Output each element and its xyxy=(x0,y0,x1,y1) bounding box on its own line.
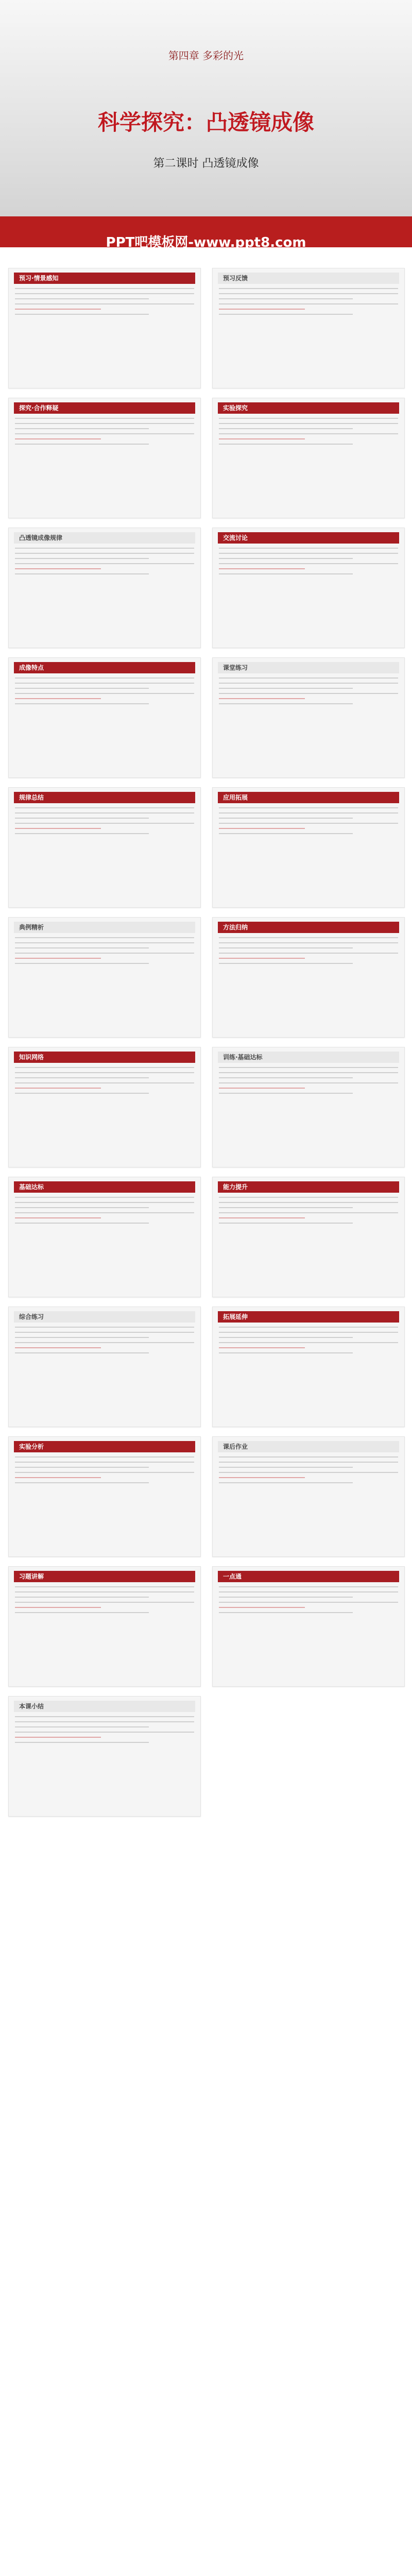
lesson-subtitle: 第二课时 凸透镜成像 xyxy=(153,157,259,170)
slide-heading: 综合练习 xyxy=(14,1311,195,1323)
slide-heading: 训练·基础达标 xyxy=(218,1052,399,1063)
text-line xyxy=(219,423,398,424)
text-line xyxy=(219,573,353,574)
text-line xyxy=(15,1197,194,1198)
text-line xyxy=(15,1072,194,1073)
text-line xyxy=(15,293,194,294)
slide-heading: 交流讨论 xyxy=(218,532,399,544)
text-line xyxy=(15,958,101,959)
text-line xyxy=(219,1462,398,1463)
slide-heading: 成像特点 xyxy=(14,662,195,673)
text-line xyxy=(15,1597,149,1598)
text-line xyxy=(219,1342,398,1343)
text-line xyxy=(219,1212,398,1213)
text-line xyxy=(219,1327,398,1328)
slide-thumbnail[interactable] xyxy=(8,1177,201,1297)
text-line xyxy=(15,418,194,419)
slide-heading: 拓展延伸 xyxy=(218,1311,399,1323)
chapter-title: 第四章 多彩的光 xyxy=(168,49,244,62)
text-line xyxy=(15,1602,194,1603)
slide-thumbnail[interactable] xyxy=(212,1047,405,1167)
slide-heading: 凸透镜成像规律 xyxy=(14,532,195,544)
text-line xyxy=(219,937,398,938)
text-line xyxy=(15,1737,101,1738)
slide-heading: 习题讲解 xyxy=(14,1571,195,1582)
slide-thumbnail[interactable] xyxy=(212,268,405,388)
text-line xyxy=(15,1088,101,1089)
text-line xyxy=(15,812,194,814)
text-line xyxy=(15,1093,149,1094)
text-line xyxy=(15,1347,101,1348)
text-line xyxy=(219,1591,398,1592)
text-line xyxy=(15,1477,101,1478)
slide-heading: 课堂练习 xyxy=(218,662,399,673)
text-line xyxy=(219,1467,353,1468)
text-line xyxy=(15,314,149,315)
text-line xyxy=(219,1607,305,1608)
text-line xyxy=(15,568,101,569)
text-line xyxy=(15,937,194,938)
text-line xyxy=(15,309,101,310)
text-line xyxy=(219,1093,353,1094)
slide-thumbnail[interactable] xyxy=(212,1436,405,1557)
site-link[interactable]: PPT吧模板网-www.ppt8.com xyxy=(106,235,306,250)
text-line xyxy=(219,1347,305,1348)
slide-heading: 实验分析 xyxy=(14,1441,195,1452)
slide-heading: 知识网络 xyxy=(14,1052,195,1063)
text-line xyxy=(219,1456,398,1458)
text-line xyxy=(219,1332,398,1333)
text-line xyxy=(15,303,194,304)
text-line xyxy=(15,553,194,554)
text-line xyxy=(15,828,101,829)
text-line xyxy=(15,563,194,564)
text-line xyxy=(15,1332,194,1333)
text-line xyxy=(219,293,398,294)
slide-thumbnail[interactable] xyxy=(8,1566,201,1687)
text-line xyxy=(15,1467,149,1468)
slide-heading: 预习·情景感知 xyxy=(14,273,195,284)
text-line xyxy=(15,693,194,694)
slide-heading: 一点通 xyxy=(218,1571,399,1582)
text-line xyxy=(15,1077,149,1078)
text-line xyxy=(219,1597,353,1598)
text-line xyxy=(15,677,194,679)
text-line xyxy=(15,703,149,704)
text-line xyxy=(219,418,398,419)
slide-thumbnail[interactable] xyxy=(212,787,405,908)
text-line xyxy=(15,1607,101,1608)
text-line xyxy=(15,1586,194,1587)
slide-thumbnail[interactable] xyxy=(212,398,405,518)
text-line xyxy=(15,947,149,948)
text-line xyxy=(219,807,398,808)
slide-heading: 应用拓展 xyxy=(218,792,399,803)
text-line xyxy=(15,1472,194,1473)
text-line xyxy=(15,288,194,289)
text-line xyxy=(219,958,305,959)
slide-heading: 探究·合作释疑 xyxy=(14,402,195,414)
text-line xyxy=(219,1082,398,1083)
slide-thumbnail[interactable] xyxy=(8,787,201,908)
slide-heading: 方法归纳 xyxy=(218,922,399,933)
text-line xyxy=(219,828,305,829)
cover-slide xyxy=(0,0,412,250)
text-line xyxy=(15,298,149,299)
slide-thumbnail[interactable] xyxy=(8,1307,201,1427)
text-line xyxy=(15,1456,194,1458)
text-line xyxy=(219,314,353,315)
text-line xyxy=(219,1602,398,1603)
text-line xyxy=(219,1223,353,1224)
text-line xyxy=(15,688,149,689)
slide-heading: 预习反馈 xyxy=(218,273,399,284)
text-line xyxy=(219,298,353,299)
text-line xyxy=(219,942,398,943)
text-line xyxy=(15,698,101,699)
text-line xyxy=(15,1726,149,1727)
text-line xyxy=(15,807,194,808)
text-line xyxy=(15,438,101,439)
text-line xyxy=(15,548,194,549)
text-line xyxy=(15,1223,149,1224)
text-line xyxy=(219,683,398,684)
slide-thumbnail[interactable] xyxy=(212,917,405,1038)
text-line xyxy=(219,444,353,445)
text-line xyxy=(15,1207,149,1208)
text-line xyxy=(15,423,194,424)
text-line xyxy=(15,1342,194,1343)
text-line xyxy=(219,1217,305,1218)
text-line xyxy=(15,833,149,834)
text-line xyxy=(15,1082,194,1083)
slide-thumbnail[interactable] xyxy=(8,398,201,518)
text-line xyxy=(219,558,353,559)
slide-heading: 规律总结 xyxy=(14,792,195,803)
slide-thumbnail[interactable] xyxy=(8,528,201,648)
text-line xyxy=(219,688,353,689)
slide-thumbnail[interactable] xyxy=(212,1307,405,1427)
text-line xyxy=(219,288,398,289)
slide-heading: 基础达标 xyxy=(14,1181,195,1193)
text-line xyxy=(15,1327,194,1328)
slide-thumbnail[interactable] xyxy=(8,1696,201,1817)
slide-heading: 典例精析 xyxy=(14,922,195,933)
text-line xyxy=(15,1462,194,1463)
text-line xyxy=(15,558,149,559)
slide-heading: 课后作业 xyxy=(218,1441,399,1452)
page-title: 科学探究：凸透镜成像 xyxy=(97,110,314,135)
text-line xyxy=(15,444,149,445)
text-line xyxy=(15,818,149,819)
text-line xyxy=(15,823,194,824)
slide-heading: 能力提升 xyxy=(218,1181,399,1193)
text-line xyxy=(219,703,353,704)
text-line xyxy=(219,698,305,699)
text-line xyxy=(219,963,353,964)
text-line xyxy=(219,1337,353,1338)
text-line xyxy=(219,428,353,429)
slide-heading: 实验探究 xyxy=(218,402,399,414)
text-line xyxy=(219,823,398,824)
text-line xyxy=(15,1067,194,1068)
text-line xyxy=(219,568,305,569)
text-line xyxy=(219,1352,353,1353)
text-line xyxy=(15,942,194,943)
text-line xyxy=(15,1612,149,1613)
text-line xyxy=(219,812,398,814)
text-line xyxy=(15,1217,101,1218)
text-line xyxy=(219,303,398,304)
slide-heading: 本课小结 xyxy=(14,1701,195,1712)
text-line xyxy=(15,1482,149,1483)
text-line xyxy=(15,1721,194,1722)
text-line xyxy=(15,1352,149,1353)
text-line xyxy=(219,833,353,834)
text-line xyxy=(219,433,398,434)
text-line xyxy=(219,1202,398,1203)
text-line xyxy=(219,1207,353,1208)
text-line xyxy=(219,947,353,948)
text-line xyxy=(219,1612,353,1613)
slide-thumbnail[interactable] xyxy=(212,1566,405,1687)
text-line xyxy=(15,573,149,574)
text-line xyxy=(219,1088,305,1089)
text-line xyxy=(15,1742,149,1743)
text-line xyxy=(219,1067,398,1068)
slide-thumbnail[interactable] xyxy=(8,917,201,1038)
text-line xyxy=(15,1337,149,1338)
text-line xyxy=(219,953,398,954)
text-line xyxy=(15,1716,194,1717)
text-line xyxy=(219,548,398,549)
slide-thumbnail[interactable] xyxy=(212,657,405,778)
slide-thumbnail[interactable] xyxy=(8,268,201,388)
text-line xyxy=(219,309,305,310)
text-line xyxy=(219,1072,398,1073)
text-line xyxy=(219,677,398,679)
text-line xyxy=(15,1212,194,1213)
text-line xyxy=(219,438,305,439)
text-line xyxy=(219,693,398,694)
text-line xyxy=(15,433,194,434)
slide-thumbnail[interactable] xyxy=(212,528,405,648)
text-line xyxy=(219,553,398,554)
text-line xyxy=(15,1732,194,1733)
text-line xyxy=(219,818,353,819)
text-line xyxy=(15,428,149,429)
slide-thumbnail[interactable] xyxy=(8,1047,201,1167)
text-line xyxy=(15,1591,194,1592)
text-line xyxy=(219,1586,398,1587)
text-line xyxy=(219,1197,398,1198)
text-line xyxy=(219,1477,305,1478)
text-line xyxy=(15,953,194,954)
text-line xyxy=(219,563,398,564)
slide-thumbnail[interactable] xyxy=(8,1436,201,1557)
text-line xyxy=(15,683,194,684)
text-line xyxy=(15,1202,194,1203)
text-line xyxy=(219,1472,398,1473)
slide-thumbnail[interactable] xyxy=(8,657,201,778)
text-line xyxy=(219,1482,353,1483)
text-line xyxy=(15,963,149,964)
slide-thumbnail[interactable] xyxy=(212,1177,405,1297)
text-line xyxy=(219,1077,353,1078)
